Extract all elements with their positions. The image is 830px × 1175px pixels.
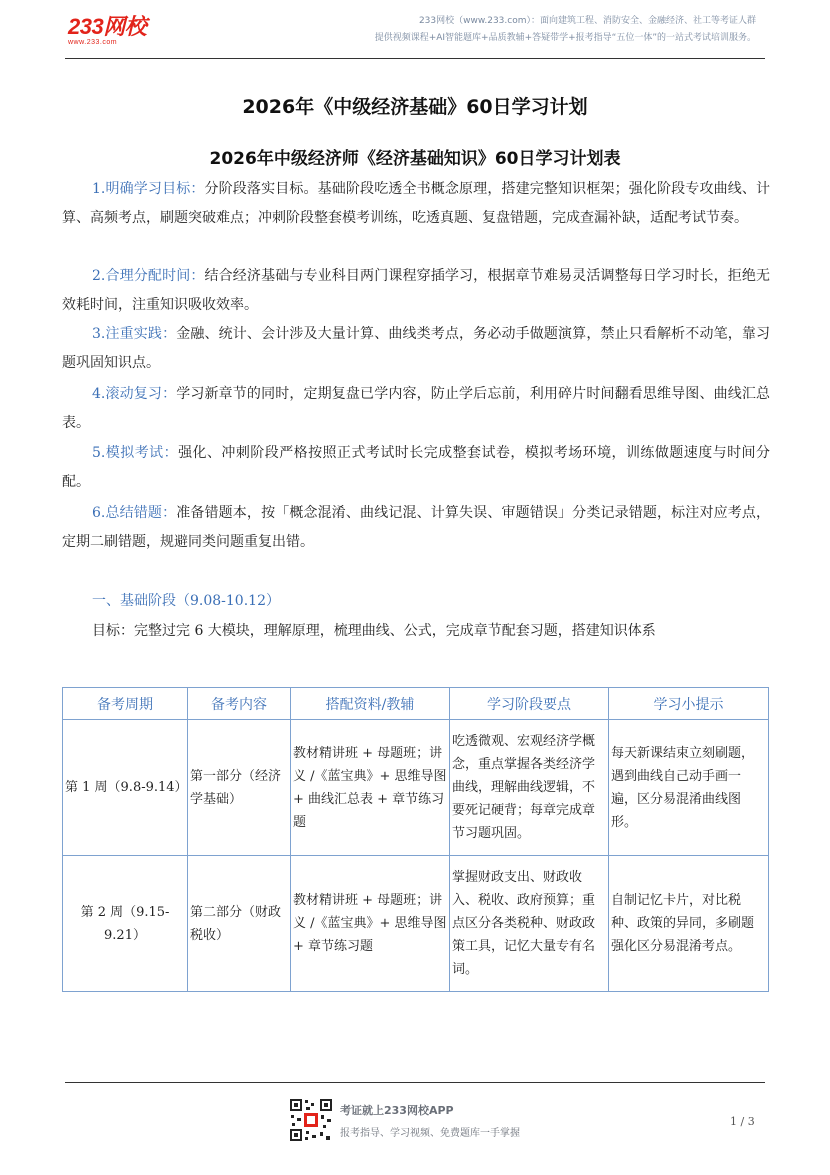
principle-key: 5.模拟考试：	[92, 445, 179, 461]
principle-text: 金融、统计、会计涉及大量计算、曲线类考点，务必动手做题演算，禁止只看解析不动笔，靠习题巩固知识点。	[62, 326, 771, 371]
page-header	[0, 0, 830, 60]
document-subtitle: 2026年中级经济师《经济基础知识》60日学习计划表	[209, 149, 621, 169]
header-content: 备考内容	[188, 688, 291, 720]
cell-points: 吃透微观、宏观经济学概念，重点掌握各类经济学曲线，理解曲线逻辑，不要死记硬背；每章完成章节习题巩固。	[450, 720, 609, 856]
document-title: 2026年《中级经济基础》60日学习计划	[242, 96, 588, 118]
table-row	[63, 856, 769, 992]
principle-1	[62, 175, 770, 233]
principle-key: 3.注重实践：	[92, 326, 177, 342]
principle-text: 分阶段落实目标。基础阶段吃透全书概念原理，搭建完整知识框架；强化阶段专攻曲线、计算、高频考点，刷题突破难点；冲刺阶段整套模考训练，吃透真题、复盘错题，完成查漏补缺，适配考试节奏。	[62, 181, 771, 226]
footer-divider	[65, 1082, 765, 1083]
logo-url: www.233.com	[68, 39, 118, 46]
study-plan-table	[62, 687, 769, 992]
footer-app-subtitle: 报考指导、学习视频、免费题库一手掌握	[340, 1128, 520, 1139]
principle-4	[62, 380, 770, 438]
cell-content: 第二部分（财政税收）	[188, 856, 291, 992]
principle-text: 强化、冲刺阶段严格按照正式考试时长完成整套试卷，模拟考场环境，训练做题速度与时间分配。	[62, 445, 771, 490]
cell-period: 第 2 周（9.15-9.21）	[63, 856, 188, 992]
header-info-line-1: 233网校（www.233.com）：面向建筑工程、消防安全、金融经济、社工等考证人群	[418, 16, 756, 26]
table-header-row	[63, 688, 769, 720]
principle-5	[62, 439, 770, 497]
cell-period: 第 1 周（9.8-9.14）	[63, 720, 188, 856]
principle-text: 学习新章节的同时，定期复盘已学内容，防止学后忘前，利用碎片时间翻看思维导图、曲线汇总表。	[62, 386, 771, 431]
header-tips: 学习小提示	[609, 688, 769, 720]
header-info	[375, 13, 756, 47]
principle-text: 结合经济基础与专业科目两门课程穿插学习，根据章节难易灵活调整每日学习时长，拒绝无效耗时间，注重知识吸收效率。	[62, 268, 771, 313]
section-goal: 目标：完整过完 6 大模块，理解原理，梳理曲线、公式，完成章节配套习题，搭建知识体系	[92, 623, 656, 639]
principle-3	[62, 320, 770, 378]
brand-logo[interactable]	[68, 10, 146, 46]
principle-text: 准备错题本，按「概念混淆、曲线记混、计算失误、审题错误」分类记录错题，标注对应考点，定期二刷错题，规避同类问题重复出错。	[62, 505, 771, 550]
cell-materials: 教材精讲班 + 母题班；讲义 /《蓝宝典》+ 思维导图 + 曲线汇总表 + 章节练习题	[291, 720, 450, 856]
principle-key: 4.滚动复习：	[92, 386, 177, 402]
header-materials: 搭配资料/教辅	[291, 688, 450, 720]
qr-code-icon[interactable]	[288, 1097, 334, 1143]
principle-2	[62, 262, 770, 320]
cell-content: 第一部分（经济学基础）	[188, 720, 291, 856]
header-info-line-2: 提供视频课程+AI智能题库+品质教辅+答疑带学+报考指导“五位一体”的一站式考试培训服务。	[374, 33, 756, 43]
footer-app-title: 考证就上233网校APP	[340, 1104, 454, 1117]
table-row	[63, 720, 769, 856]
header-period: 备考周期	[63, 688, 188, 720]
principle-key: 6.总结错题：	[92, 505, 177, 521]
header-divider	[65, 58, 765, 59]
cell-tips: 每天新课结束立刻刷题，遇到曲线自己动手画一遍，区分易混淆曲线图形。	[609, 720, 769, 856]
principle-key: 2.合理分配时间：	[92, 268, 205, 284]
cell-points: 掌握财政支出、财政收入、税收、政府预算；重点区分各类税种、财政政策工具，记忆大量专有名词。	[450, 856, 609, 992]
principle-6	[62, 499, 770, 557]
section-heading: 一、基础阶段（9.08-10.12）	[92, 593, 280, 609]
page-number: 1 / 3	[730, 1115, 755, 1128]
logo-text: 233网校	[68, 14, 147, 39]
header-points: 学习阶段要点	[450, 688, 609, 720]
cell-tips: 自制记忆卡片，对比税种、政策的异同，多刷题强化区分易混淆考点。	[609, 856, 769, 992]
cell-materials: 教材精讲班 + 母题班；讲义 /《蓝宝典》+ 思维导图 + 章节练习题	[291, 856, 450, 992]
principle-key: 1.明确学习目标：	[92, 181, 205, 197]
